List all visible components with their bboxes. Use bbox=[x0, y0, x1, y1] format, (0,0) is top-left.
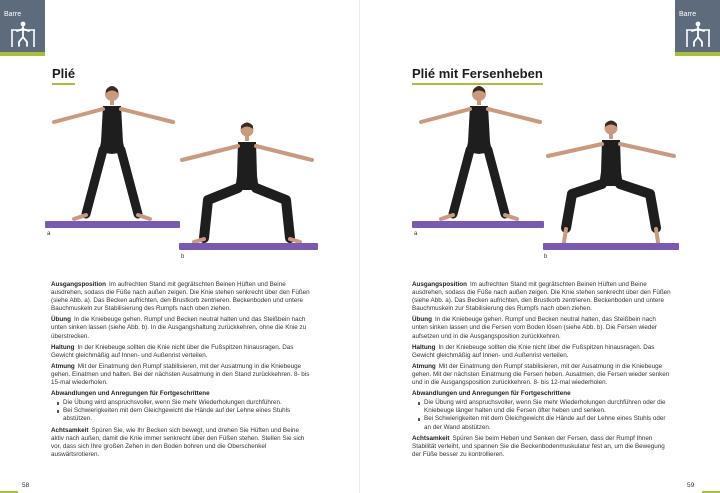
paragraph-starting-position bbox=[51, 281, 313, 313]
paragraph-breathing bbox=[51, 363, 313, 387]
barre-icon bbox=[10, 20, 36, 48]
paragraph-breathing bbox=[412, 363, 672, 387]
paragraph-mindfulness bbox=[412, 435, 672, 459]
label-exercise: Übung bbox=[412, 316, 432, 324]
text-mindfulness: Spüren Sie, wie Ihr Becken sich bewegt, und drehen Sie Hüften und Beine aktiv nach außen, damit die Knie immer senkrecht über den Füßen stehen. Stellen Sie sich vor, dass sich Ihre großen Zehen in den Boden bohren und die Oberschenkel auswärtsrotieren. bbox=[51, 426, 305, 458]
tab-accent-stripe bbox=[675, 52, 720, 56]
exercise-title: Plié mit Fersenheben bbox=[412, 66, 543, 85]
exercise-instructions bbox=[412, 281, 672, 462]
text-starting-position: Im aufrechten Stand mit gegrätschten Beinen Hüften und Beine ausdrehen, sodass die Füße nach außen zeigen. Die Knie stehen senkrecht über den Füßen (siehe Abb. a). Das Becken aufrichten, den Brustkorb zentrieren. Beckenboden und untere Bauchmuskeln zur Stabilisierung des Rumpfs nach oben ziehen. bbox=[412, 281, 671, 313]
paragraph-mindfulness bbox=[51, 427, 313, 459]
tab-accent-stripe bbox=[0, 52, 45, 56]
list-item: Die Übung wird anspruchsvoller, wenn Sie mehr Wiederholungen durchführen. bbox=[63, 399, 313, 407]
paragraph-posture bbox=[412, 344, 672, 360]
paragraph-exercise bbox=[412, 316, 672, 340]
section-tab-label: Barre bbox=[4, 11, 22, 18]
paragraph-starting-position bbox=[412, 281, 672, 313]
exercise-title: Plié bbox=[52, 66, 75, 85]
list-item: Die Übung wird anspruchsvoller, wenn Sie mehr Wiederholungen durchführen oder die Kniebeuge länger halten und die Fersen öfter heben und senken. bbox=[424, 399, 672, 415]
label-exercise: Übung bbox=[51, 316, 71, 324]
text-breathing: Mit der Einatmung den Rumpf stabilisieren, mit der Ausatmung in die Kniebeuge gehen. Einatmen und halten. Bei der nächsten Ausatmung in den Stand zurückkehren. 8- bis 15-mal wiederholen. bbox=[51, 362, 310, 387]
label-mindfulness: Achtsamkeit bbox=[412, 434, 450, 442]
variations-heading: Abwandlungen und Anregungen für Fortgeschrittene bbox=[51, 390, 210, 398]
variations-list bbox=[51, 399, 313, 423]
variations-heading: Abwandlungen und Anregungen für Fortgeschrittene bbox=[412, 390, 571, 398]
text-starting-position: Im aufrechten Stand mit gegrätschten Beinen Hüften und Beine ausdrehen, sodass die Füße nach außen zeigen. Die Knie stehen senkrecht über den Füßen (siehe Abb. a). Das Becken aufrichten, den Brustkorb zentrieren. Beckenboden und untere Bauchmuskeln zur Stabilisierung des Rumpfs nach oben ziehen. bbox=[51, 281, 310, 313]
paragraph-exercise bbox=[51, 316, 313, 340]
exercise-mat-b bbox=[543, 243, 679, 250]
section-tab bbox=[675, 0, 720, 56]
section-tab bbox=[0, 0, 45, 56]
label-starting-position: Ausgangsposition bbox=[412, 281, 467, 288]
text-exercise: In die Kniebeuge gehen. Rumpf und Becken neutral halten und das Steißbein nach unten sinken lassen (siehe Abb. b). In die Ausgangshaltung zurückkehren, ohne die Knie zu überstrecken. bbox=[51, 316, 307, 340]
right-page bbox=[360, 0, 720, 493]
label-mindfulness: Achtsamkeit bbox=[51, 426, 89, 434]
page-number: 58 bbox=[22, 482, 30, 489]
label-starting-position: Ausgangsposition bbox=[51, 281, 106, 288]
figure-caption-b: b bbox=[544, 254, 548, 260]
exercise-photo-a bbox=[46, 82, 181, 222]
text-posture: In der Kniebeuge sollten die Knie nicht über die Fußspitzen hinausragen. Das Gewicht gleichmäßig auf Innen- und Außenrist verteilen. bbox=[412, 343, 655, 359]
figure-caption-a: a bbox=[47, 231, 51, 237]
text-mindfulness: Spüren Sie beim Heben und Senken der Fersen, dass der Rumpf Ihnen Stabilität verleiht, und spannen Sie die Beckenbodenmuskulatur fest an, um die Bewegung der Füße besser zu kontrollieren. bbox=[412, 434, 665, 458]
label-breathing: Atmung bbox=[51, 362, 75, 370]
paragraph-posture bbox=[51, 344, 313, 360]
exercise-photo-a bbox=[413, 82, 548, 222]
section-tab-label: Barre bbox=[679, 11, 697, 18]
exercise-instructions bbox=[51, 281, 313, 462]
exercise-photo-b bbox=[542, 118, 680, 244]
list-item: Bei Schwierigkeiten mit dem Gleichgewicht die Hände auf der Lehne eines Stuhls abstützen. bbox=[63, 407, 313, 423]
text-breathing: Mit der Einatmung den Rumpf stabilisieren, mit der Ausatmung in die Kniebeuge gehen. Mit der nächsten Einatmung die Fersen heben. Ausatmen, die Fersen wieder senken und in die Ausgangsposition zurückkehren. 8- bis 12-mal wiederholen. bbox=[412, 362, 670, 387]
exercise-photo-b bbox=[178, 120, 318, 244]
barre-icon bbox=[685, 20, 711, 48]
exercise-mat-a bbox=[45, 221, 180, 228]
figure-caption-b: b bbox=[181, 254, 185, 260]
text-posture: In der Kniebeuge sollten die Knie nicht über die Fußspitzen hinausragen. Das Gewicht gleichmäßig auf Innen- und Außenrist verteilen. bbox=[51, 343, 294, 359]
exercise-mat-a bbox=[412, 221, 544, 228]
variations-list bbox=[412, 399, 672, 431]
label-posture: Haltung bbox=[412, 343, 436, 351]
figure-caption-a: a bbox=[414, 231, 418, 237]
label-breathing: Atmung bbox=[412, 362, 436, 370]
text-exercise: In die Kniebeuge gehen. Rumpf und Becken neutral halten, das Steißbein nach unten sinken lassen und die Fersen vom Boden lösen (siehe Abb. b). Die Fersen wieder aufsetzen und in die Ausgangsposition zurückkehren. bbox=[412, 316, 658, 340]
exercise-mat-b bbox=[179, 243, 318, 250]
list-item: Bei Schwierigkeiten mit dem Gleichgewicht die Hände auf der Lehne eines Stuhls oder an der Wand abstützen. bbox=[424, 415, 672, 431]
page-number: 59 bbox=[687, 482, 695, 489]
label-posture: Haltung bbox=[51, 343, 75, 351]
